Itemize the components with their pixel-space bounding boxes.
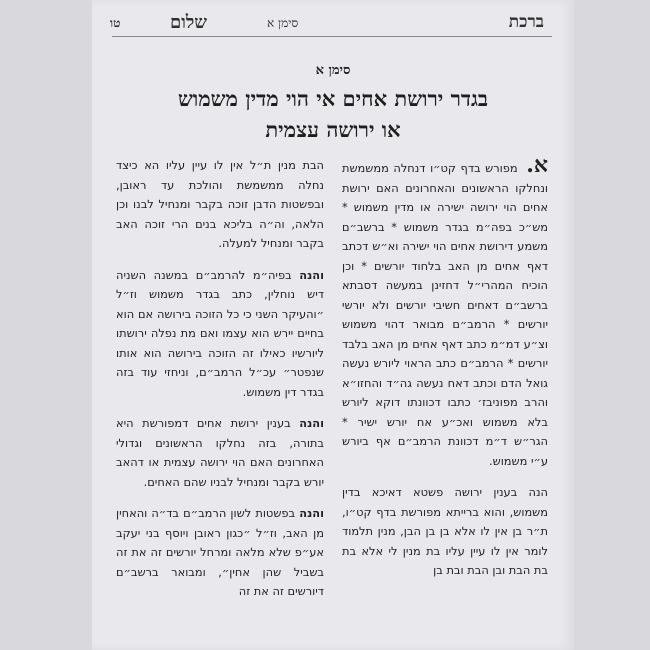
paragraph-text: הבת מנין ת״ל אין לו עיין עליו הא כיצד נחלה ממשמשת והולכת עד ראובן, ובפשטות הדבן זוכה בקבר ומנחיל לבנו וכן הלאה, וה״ה בליכא בנים הרי זוכה האב בקבר ומנחיל למעלה. (116, 158, 324, 250)
paragraph-lead: והנה (299, 506, 324, 520)
running-head-book-title: ברכת (508, 12, 544, 32)
running-head-section: סימן א (267, 16, 299, 30)
paragraph-lead: והנה (299, 416, 324, 430)
paragraph (116, 414, 324, 492)
paragraph (342, 483, 548, 581)
page-number: טו (110, 16, 121, 30)
right-column (342, 152, 548, 593)
header-rule (112, 36, 552, 37)
paragraph (116, 504, 324, 602)
paragraph-text: מפורש בדף קט״ו דנחלה ממשמשת ונחלקו הראשונים והאחרונים האם ירושת אחים הוי ירושה ישירה או מדין משמוש * מש״כ בפה״מ בגדר משמוש * ברשב״ם משמע דירושת אחים הוי ישירה וא״ש דכתב דאף אחים מן האב בלחוד יורשים * וכן הוכיח המהרי״ל דחזינן במעשה דסבתא ברשב״ם דאחים חשיבי יורשים ולא יורשי יורשים * הרמב״ם מבואר דהוי משמוש וצ״ע דמ״מ כתב דאף אחים מן האב בלבד יורשים * הרמב״ם כתב הראוי ליורש נעשה גואל הדם וכתב דאח נעשה גה״ד והחזו״א והרב מפוניבז׳ כתבו דכוונתו דוקא ליורש בלא משמוש ואכ״ע אח יורש ישיר * הגר״ש ד״מ דכוונת הרמב״ם אף ביורש ע״י משמוש. (342, 161, 548, 468)
opening-letter: א. (526, 152, 548, 178)
section-label: סימן א (315, 63, 351, 78)
paragraph-text: בענין ירושת אחים דמפורשת היא בתורה, בזה נחלקו הראשונים וגדולי האחרונים האם הוי ירושה עצמית או דהאב יורש בקבר ומנחיל לבניו שהם האחים. (116, 416, 324, 489)
paragraph (342, 152, 548, 471)
paragraph-lead: והנה (299, 267, 324, 282)
running-head-title: שלום (170, 12, 208, 33)
paragraph-text: בפשטות לשון הרמב״ם בד״ה והאחין מן האב, וז״ל ״כגון ראובן ויוסף בני יעקב אע״פ שלא מלאה ומרחל יורשים זה את זה בשביל שהן אחין״, ומבואר ברשב״ם דיורשים זה את זה (116, 506, 324, 598)
chapter-title-line-2: או ירושה עצמית (265, 117, 401, 142)
left-column (116, 156, 324, 614)
paragraph (116, 156, 324, 254)
book-page (92, 0, 574, 650)
paragraph (116, 266, 324, 403)
paragraph-text: הנה בענין ירושה פשטא דאיכא בדין משמוש, והוא ברייתא מפורשת בדף קט״ו, ת״ר בן אין לו אלא בן בן הבן, מנין תלמוד לומר אין לו עיין עליו בת מנין לי אלא בת בת הבת ובן הבת ובת בן (342, 485, 548, 577)
paragraph-text: בפיה״מ להרמב״ם במשנה השניה דיש נוחלין, כתב בגדר משמוש וז״ל ״והעיקר השני כי כל הזוכה בירושה אם הוא בחיים יירש הוא עצמו ואם מת נפלה ירושתו ליורשיו כאילו זה הזוכה בירושה הוא אותו שנפטר״ עכ״ל הרמב״ם, וניחזי עוד בזה בגדר דין משמוש. (116, 267, 324, 399)
running-head (92, 4, 574, 44)
chapter-title-line-1: בגדר ירושת אחים אי הוי מדין משמוש (177, 86, 489, 111)
